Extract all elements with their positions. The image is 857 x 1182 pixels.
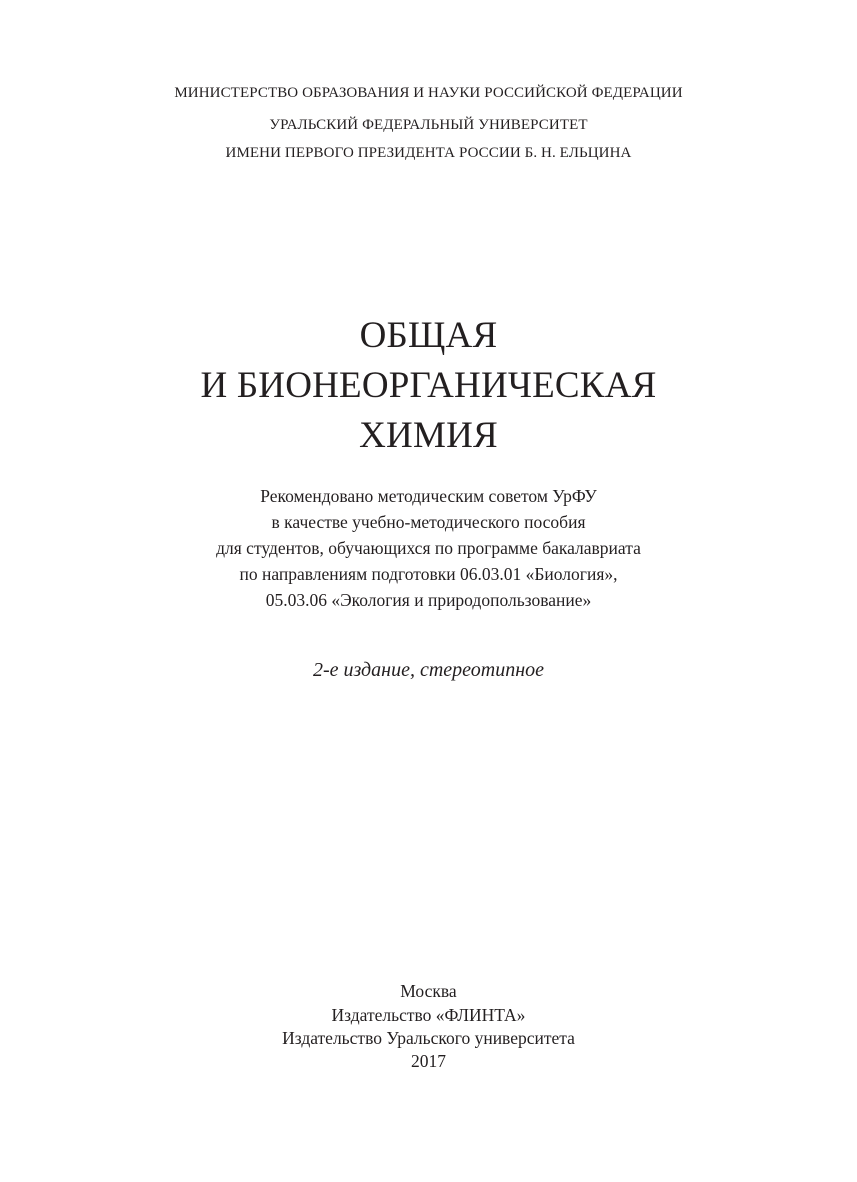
imprint-year: 2017 <box>411 1051 446 1071</box>
recommendation-line-1: Рекомендовано методическим советом УрФУ <box>260 486 597 506</box>
imprint-publisher-2: Издательство Уральского университета <box>282 1028 575 1048</box>
recommendation-line-2: в качестве учебно-методического пособия <box>271 512 586 532</box>
imprint-publisher-1: Издательство «ФЛИНТА» <box>331 1005 526 1025</box>
title-line-1: ОБЩАЯ <box>359 315 498 356</box>
edition-note: 2-е издание, стереотипное <box>312 659 545 681</box>
recommendation-line-4: по направлениям подготовки 06.03.01 «Биология», <box>239 564 618 584</box>
ministry-line: МИНИСТЕРСТВО ОБРАЗОВАНИЯ И НАУКИ РОССИЙСКОЙ ФЕДЕРАЦИИ <box>174 85 683 101</box>
imprint-city: Москва <box>400 981 457 1001</box>
title-line-2: И БИОНЕОРГАНИЧЕСКАЯ <box>200 365 657 406</box>
title-line-3: ХИМИЯ <box>359 415 498 456</box>
recommendation-line-3: для студентов, обучающихся по программе бакалавриата <box>216 538 641 558</box>
recommendation-line-5: 05.03.06 «Экология и природопользование» <box>265 590 592 610</box>
university-line-2: ИМЕНИ ПЕРВОГО ПРЕЗИДЕНТА РОССИИ Б. Н. ЕЛЬЦИНА <box>225 145 632 161</box>
university-line-1: УРАЛЬСКИЙ ФЕДЕРАЛЬНЫЙ УНИВЕРСИТЕТ <box>269 117 588 133</box>
